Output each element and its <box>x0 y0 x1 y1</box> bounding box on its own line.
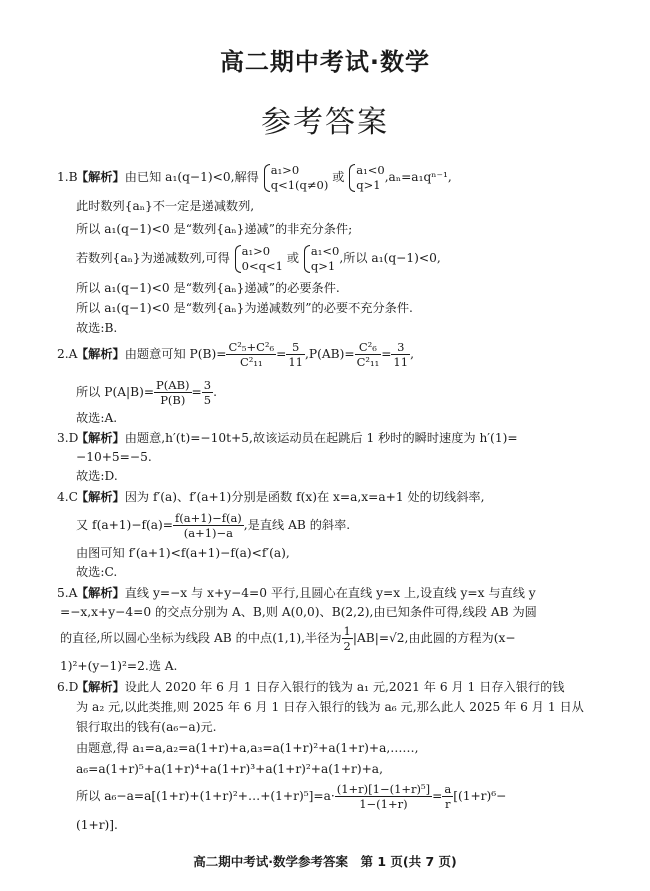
q6-line-3: 银行取出的钱有(a₆−a)元. <box>76 720 217 734</box>
q2-line-2 <box>76 372 217 412</box>
q1-system-4-row-1: a₁<0 <box>310 243 340 258</box>
q1-system-3-row-1: a₁>0 <box>241 243 271 258</box>
q2-fraction-4-den: 11 <box>393 355 409 369</box>
q6-fraction-2-num: a <box>444 782 452 796</box>
q1-line-2: 此时数列{aₙ}不一定是递减数列, <box>76 199 255 213</box>
q6-text-6b: [(1+r)⁶− <box>453 789 507 803</box>
q5-tag: 【解析】 <box>76 586 125 600</box>
q4-fraction <box>173 511 244 540</box>
q5-fraction-num: 1 <box>343 624 351 638</box>
q2-fraction-5-den: P(B) <box>160 393 186 407</box>
q1-system-1-row-2: q<1(q≠0) <box>270 177 329 192</box>
q2-fraction-3-den: C²₁₁ <box>356 355 380 369</box>
q4-tag: 【解析】 <box>76 490 125 504</box>
q6-fraction-1 <box>335 782 432 811</box>
exam-title: 高二期中考试·数学 <box>219 48 431 76</box>
q1-system-4-row-2: q>1 <box>310 258 336 273</box>
q2-fraction-1 <box>226 340 276 369</box>
q4-text-1: 因为 f′(a)、f′(a+1)分别是函数 f(x)在 x=a,x=a+1 处的切线斜率, <box>124 490 485 504</box>
q2-fraction-5-num: P(AB) <box>156 378 190 392</box>
q2-text-1b: ,P(AB)= <box>305 347 355 361</box>
q2-tag: 【解析】 <box>76 347 125 361</box>
q3-line-1 <box>76 430 518 446</box>
q6-fraction-1-num: (1+r)[1−(1+r)⁵] <box>336 782 431 796</box>
q5-line-4: 1)²+(y−1)²=2.选 A. <box>60 659 178 673</box>
q4-line-2 <box>76 505 350 545</box>
q5-fraction-den: 2 <box>343 639 351 653</box>
q2-line-1 <box>76 334 414 374</box>
q2-text-1a: 由题意可知 P(B)= <box>124 347 227 361</box>
q2-fraction-2-num: 5 <box>286 340 305 355</box>
q5-text-3b: |AB|=√2,由此圆的方程为(x− <box>352 631 516 645</box>
q1-text-4b: ,所以 a₁(q−1)<0, <box>339 251 441 265</box>
q4-text-2a: 又 f(a+1)−f(a)= <box>76 518 174 532</box>
q6-line-5: a₆=a(1+r)⁵+a(1+r)⁴+a(1+r)³+a(1+r)²+a(1+r)+a, <box>76 762 383 776</box>
q2-fraction-3 <box>355 340 382 369</box>
q2-fraction-1-den: C²₁₁ <box>239 355 263 369</box>
q1-text-1a: 由已知 a₁(q−1)<0,解得 <box>124 170 259 184</box>
q3-text-1: 由题意,h′(t)=−10t+5,故该运动员在起跳后 1 秒时的瞬时速度为 h′(1)= <box>124 431 518 445</box>
q2-fraction-5 <box>154 378 191 407</box>
q2-fraction-2 <box>286 340 305 369</box>
q1-system-1 <box>263 163 329 193</box>
q1-system-2-row-1: a₁<0 <box>356 162 385 177</box>
q5-text-3a: 的直径,所以圆心坐标为线段 AB 的中点(1,1),半径为 <box>60 631 342 645</box>
q2-fraction-1-num: C²₅+C²₆ <box>228 340 275 354</box>
q1-text-1b: ,aₙ=a₁qⁿ⁻¹, <box>384 170 452 184</box>
q4-fraction-num: f(a+1)−f(a) <box>175 511 242 525</box>
page-footer: 高二期中考试·数学参考答案 第 1 页(共 7 页) <box>193 854 457 869</box>
q3-number: 3.D <box>57 431 79 445</box>
q6-fraction-1-den: 1−(1+r) <box>359 797 408 811</box>
q5-text-1: 直线 y=−x 与 x+y−4=0 平行,且圆心在直线 y=x 上,设直线 y=x 与直线 y <box>124 586 536 600</box>
q6-fraction-2-den: r <box>445 797 451 811</box>
q5-line-3 <box>60 618 516 658</box>
q1-system-1-row-1: a₁>0 <box>270 162 300 177</box>
q6-line-1 <box>76 679 565 695</box>
q1-text-4a: 若数列{aₙ}为递减数列,可得 <box>76 251 230 265</box>
q5-line-2: =−x,x+y−4=0 的交点分别为 A、B,则 A(0,0)、B(2,2),由已知条件可得,线段 AB 为圆 <box>60 605 537 619</box>
q6-tag: 【解析】 <box>76 680 125 694</box>
q2-text-2a: 所以 P(A|B)= <box>76 385 155 399</box>
q6-eq: = <box>432 789 443 803</box>
q1-system-3-row-2: 0<q<1 <box>241 258 283 273</box>
q2-fraction-6-num: 3 <box>203 378 212 392</box>
q1-system-3 <box>234 244 283 274</box>
q2-eq-2: = <box>381 347 392 361</box>
q4-text-2b: ,是直线 AB 的斜率. <box>243 518 351 532</box>
q3-tag: 【解析】 <box>76 431 125 445</box>
q1-tag: 【解析】 <box>76 170 125 184</box>
q4-line-1 <box>76 489 484 505</box>
q1-system-2-row-2: q>1 <box>356 177 381 192</box>
q6-line-2: 为 a₂ 元,以此类推,则 2025 年 6 月 1 日存入银行的钱为 a₆ 元,那么此人 2025 年 6 月 1 日从 <box>76 700 584 714</box>
q1-line-7: 故选:B. <box>76 321 118 335</box>
q6-line-6 <box>76 776 506 816</box>
q2-fraction-4 <box>391 340 410 369</box>
q3-line-2: −10+5=−5. <box>76 450 152 464</box>
q5-line-1 <box>76 585 536 601</box>
q2-eq-3: = <box>191 385 202 399</box>
q1-or-2: 或 <box>286 251 300 265</box>
q1-number: 1.B <box>57 170 78 184</box>
q2-fraction-6-den: 5 <box>203 393 212 407</box>
q2-fraction-4-num: 3 <box>391 340 410 355</box>
q2-fraction-2-den: 11 <box>288 355 303 369</box>
q3-line-3: 故选:D. <box>76 469 118 483</box>
q1-line-4 <box>76 238 441 278</box>
q6-line-4: 由题意,得 a₁=a,a₂=a(1+r)+a,a₃=a(1+r)²+a(1+r)+a,……, <box>76 741 419 755</box>
q1-system-4 <box>303 244 339 274</box>
q2-text-1c: , <box>410 347 414 361</box>
q4-line-4: 故选:C. <box>76 565 118 579</box>
q6-text-1: 设此人 2020 年 6 月 1 日存入银行的钱为 a₁ 元,2021 年 6 月 1 日存入银行的钱 <box>124 680 565 694</box>
q1-system-2 <box>348 163 384 193</box>
q6-line-7: (1+r)]. <box>76 818 118 832</box>
q6-text-6a: 所以 a₆−a=a[(1+r)+(1+r)²+…+(1+r)⁵]=a· <box>76 789 335 803</box>
q4-fraction-den: (a+1)−a <box>183 526 234 540</box>
q2-line-3: 故选:A. <box>76 411 118 425</box>
q4-line-3: 由图可知 f′(a+1)<f(a+1)−f(a)<f′(a), <box>76 546 290 560</box>
q2-number: 2.A <box>57 347 78 361</box>
q2-text-2b: . <box>213 385 217 399</box>
q1-line-1 <box>76 157 452 197</box>
q5-number: 5.A <box>57 586 78 600</box>
q2-eq-1: = <box>276 347 287 361</box>
q5-fraction <box>342 624 353 653</box>
q1-line-6: 所以 a₁(q−1)<0 是“数列{aₙ}为递减数列”的必要不充分条件. <box>76 301 413 315</box>
q1-line-3: 所以 a₁(q−1)<0 是“数列{aₙ}递减”的非充分条件; <box>76 222 353 236</box>
q6-number: 6.D <box>57 680 79 694</box>
q1-line-5: 所以 a₁(q−1)<0 是“数列{aₙ}递减”的必要条件. <box>76 281 340 295</box>
q1-or-1: 或 <box>332 170 345 184</box>
q6-fraction-2 <box>442 782 453 811</box>
q2-fraction-3-num: C²₆ <box>355 340 382 355</box>
q4-number: 4.C <box>57 490 78 504</box>
answer-key-heading: 参考答案 <box>261 105 389 140</box>
q2-fraction-6 <box>202 378 213 407</box>
